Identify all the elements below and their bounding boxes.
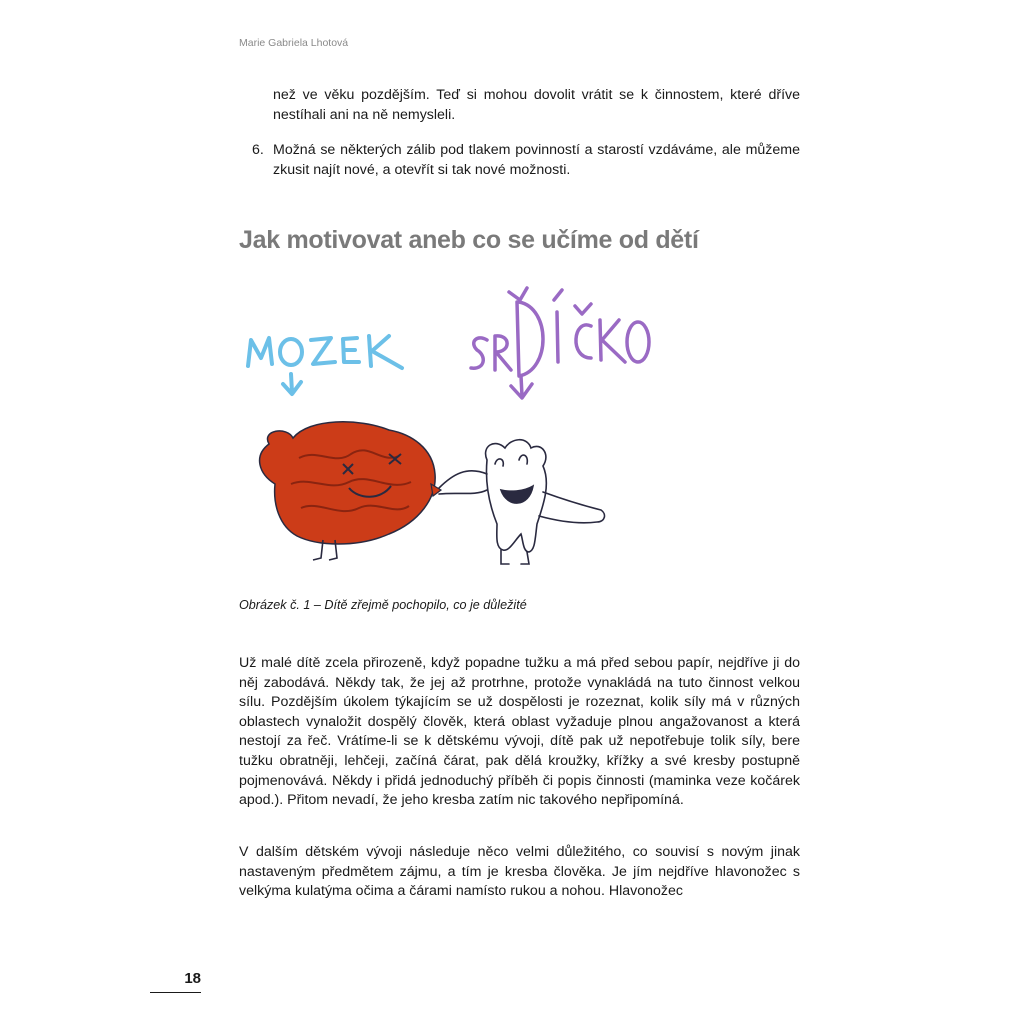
drawing-label-mozek [248, 336, 402, 394]
drawing-label-srdicko [471, 288, 649, 398]
paragraph-1 [239, 654, 800, 811]
list-item-continued [273, 86, 800, 125]
brain-creature [260, 422, 441, 560]
heart-creature [439, 440, 604, 564]
child-drawing-figure [239, 278, 659, 583]
paragraph-2 [239, 843, 800, 902]
running-head: Marie Gabriela Lhotová [239, 37, 349, 49]
list-item-6 [252, 141, 800, 180]
list-item-text: než ve věku pozdějším. Teď si mohou dovolit vrátit se k činnostem, které dříve nestíhali ani na ně nemysleli. [273, 87, 800, 123]
figure-caption: Obrázek č. 1 – Dítě zřejmě pochopilo, co je důležité [239, 598, 527, 612]
page-number: 18 [150, 970, 201, 993]
paragraph-text: V dalším dětském vývoji následuje něco velmi důležitého, co souvisí s novým jinak nastaveným předmětem zájmu, a tím je kresba člověka. Je jím nejdříve hlavonožec s velkýma kulatýma očima a čárami namísto rukou a nohou. Hlavonožec [239, 844, 800, 900]
child-drawing [239, 278, 659, 578]
list-item-number: 6. [252, 142, 264, 158]
paragraph-text: Už malé dítě zcela přirozeně, když popadne tužku a má před sebou papír, nejdříve ji do něj zabodává. Někdy tak, že jej až protrhne, protože vynakládá na tuto činnost velkou sílu. Pozdějším úkolem týkajícím se už dospělosti je rozeznat, kolik síly má v různých oblastech vynaložit dospělý člověk, která oblast vyžaduje plnou angažovanost a která nestojí za řeč. Vrátíme-li se k dětskému vývoji, dítě pak už nepotřebuje tolik síly, bere tužku obratněji, lehčeji, začíná čárat, pak dělá kroužky, křížky a své kresby postupně pojmenovává. Někdy i přidá jednoduchý příběh či popis činnosti (maminka veze kočárek apod.). Přitom nevadí, že jeho kresba zatím nic takového nepřipomíná. [239, 655, 800, 809]
section-heading: Jak motivovat aneb co se učíme od dětí [239, 226, 699, 254]
list-item-text: Možná se některých zálib pod tlakem povinností a starostí vzdáváme, ale můžeme zkusit najít nové, a otevřít si tak nové možnosti. [273, 142, 800, 178]
